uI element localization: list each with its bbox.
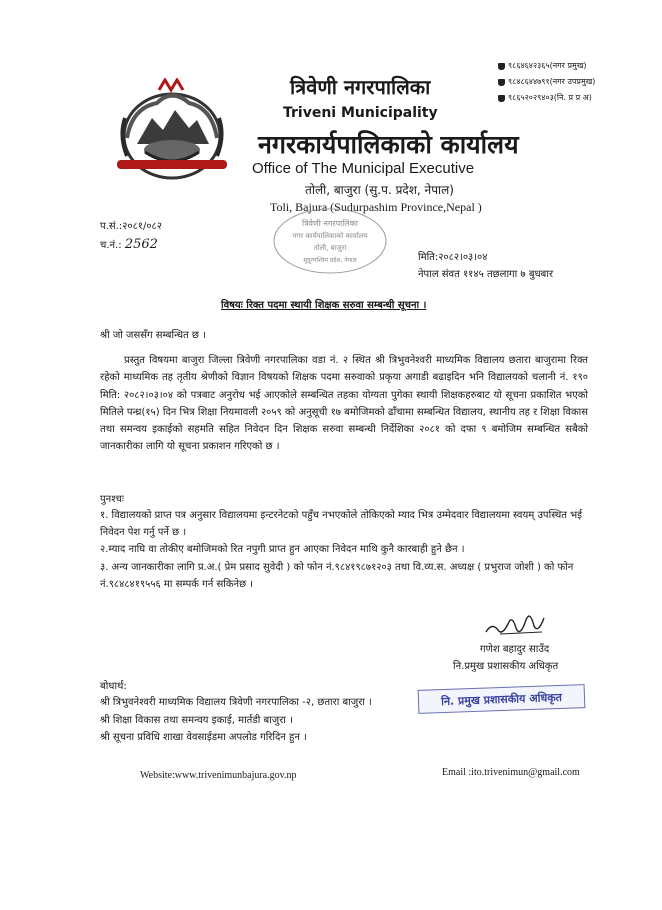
phone-role: (नि. प्र प्र अ) (553, 93, 592, 102)
chalani-number (100, 236, 162, 255)
cc-list (100, 694, 372, 747)
address-english: Toli, Bajura (Sudurpashim Province,Nepal ) (270, 200, 482, 214)
cc-heading: बोधार्थ: (100, 681, 127, 692)
chalani-label: च.नं.: (100, 240, 122, 251)
signatory-name: गणेश बहादुर साउँद (480, 644, 550, 655)
stamp-line-2: नगर कार्यपालिकाको कार्यालय (292, 232, 368, 240)
signatory-title: नि.प्रमुख प्रशासकीय अधिकृत (453, 661, 559, 672)
list-item: १. विद्यालयको प्राप्त पत्र अनुसार विद्यालयमा इन्टरनेटको पहुँच नभएकोले तोकिएको म्याद भित्र उम्मेदवार विद्यालयमा स्वयम् उपस्थित भई निवेदन पेश गर्नु पर्ने छ । (100, 510, 583, 539)
phone-number: ९८६५२०२९४०३ (508, 93, 554, 102)
office-stamp (270, 206, 390, 276)
footer-website: Website:www.trivenimunbajura.gov.np (140, 770, 297, 781)
date-nepal-samvat: नेपाल संवत ११४५ तछलागा ७ बुधबार (418, 269, 554, 280)
patra-label: प.सं.: (100, 221, 123, 232)
list-item: श्री शिक्षा विकास तथा समन्वय इकाई, मार्तडी बाजुरा । (100, 714, 293, 726)
office-title-english: Office of The Municipal Executive (252, 160, 475, 177)
phone-entry (498, 74, 658, 90)
list-item: श्री सूचना प्रविधि शाखा वेवसाईडमा अपलोड गरिदिन हुन । (100, 732, 307, 743)
emblem-icon (117, 80, 227, 178)
stamp-line-4: सुदूरपश्चिम प्रदेश, नेपाल (303, 257, 357, 264)
list-item: २.म्याद नाघि वा तोकीए बमोजिमको रित नपुगी प्राप्त हुन आएका निवेदन माथि कुनै कारबाही हुने छैन । (100, 544, 465, 556)
points-list (100, 507, 590, 593)
address-nepali: तोली, बाजुरा (सु.प. प्रदेश, नेपाल) (305, 183, 454, 197)
phone-list (498, 58, 658, 106)
office-title-nepali: नगरकार्यपालिकाको कार्यालय (258, 130, 519, 159)
date-miti: मिति:२०८२।०३।०४ (418, 252, 488, 263)
body-paragraph: प्रस्तुत विषयमा बाजुरा जिल्ला त्रिवेणी नगरपालिका वडा नं. २ स्थित श्री त्रिभुवनेश्वरी माध्यमिक विद्यालय छतारा बाजुरामा रिक्त रहेको माध्यमिक तह तृतीय श्रेणीको विज्ञान विषयको शिक्षक पदमा सरुवाको प्रकृया अगाडी बढाइदिन भनि विद्यालयको चलानी नं. १९० मिति: २०८२।०३।०४ को पत्रबाट अनुरोध भई आएकोले सम्बन्धित तहका योग्यता पुगेका स्थायी शिक्षकहरुबाट यो सूचना प्रकाशित भएको मितिले पन्ध्र(१५) दिन भित्र शिक्षा नियमावली २०५९ को अनुसूची १७ बमोजिमको ढाँचामा सम्बन्धित विद्यालय, स्थानीय तह र शिक्षा विकास तथा समन्वय इकाईको सहमति सहित निवेदन दिन शिक्षक सरुवा सम्बन्धी निर्देशिका २०८१ को दफा ९ बमोजिम सम्बन्धित सबैको जानकारीका लागि यो सूचना प्रकाशन गरिएको छ । (100, 355, 588, 453)
list-item: ३. अन्य जानकारीका लागि प्र.अ.( प्रेम प्रसाद सुवेदी ) को फोन नं.९८४१९८७१२०३ तथा वि.व्य.स. अध्यक्ष ( प्रभुराज जोशी ) को फोन नं.९८४८४१९५५६ मा सम्पर्क गर्न सकिनेछ । (100, 561, 574, 590)
title-nepali: त्रिवेणी नगरपालिका (290, 75, 431, 99)
designation-stamp: नि. प्रमुख प्रशासकीय अधिकृत (418, 684, 586, 714)
phone-number: ९८४८६४४७९१ (508, 77, 550, 86)
phone-icon (498, 63, 505, 70)
phone-icon (498, 79, 505, 86)
list-item: श्री त्रिभुवनेश्वरी माध्यमिक विद्यालय त्रिवेणी नगरपालिका -२, छतारा बाजुरा । (100, 697, 372, 708)
greeting: श्री जो जससँग सम्बन्धित छ । (100, 330, 206, 341)
subject-line: विषयः रिक्त पदमा स्थायी शिक्षक सरुवा सम्बन्धी सूचना । (221, 300, 427, 311)
patra-value: २०८१/०८२ (122, 221, 162, 232)
signature (482, 604, 552, 640)
phone-entry (498, 90, 658, 106)
title-english: Triveni Municipality (283, 105, 438, 121)
stamp-line-3: तोली, बाजुरा (313, 244, 347, 252)
stamp-line-1: त्रिवेणी नगरपालिका (302, 219, 358, 228)
phone-number: ९८६४६४२३६५ (508, 61, 550, 70)
municipality-emblem (97, 78, 247, 183)
phone-role: (नगर उपप्रमुख) (549, 77, 596, 86)
phone-role: (नगर प्रमुख) (549, 61, 587, 70)
phone-entry (498, 58, 658, 74)
patra-sankhya (100, 218, 162, 236)
punashcha-heading: पुनश्चः (100, 494, 124, 505)
reference-block (100, 218, 162, 255)
chalani-value: 2562 (124, 237, 158, 252)
date-block (418, 249, 553, 283)
phone-icon (498, 95, 505, 102)
footer-email: Email :ito.trivenimun@gmail.com (442, 767, 580, 778)
